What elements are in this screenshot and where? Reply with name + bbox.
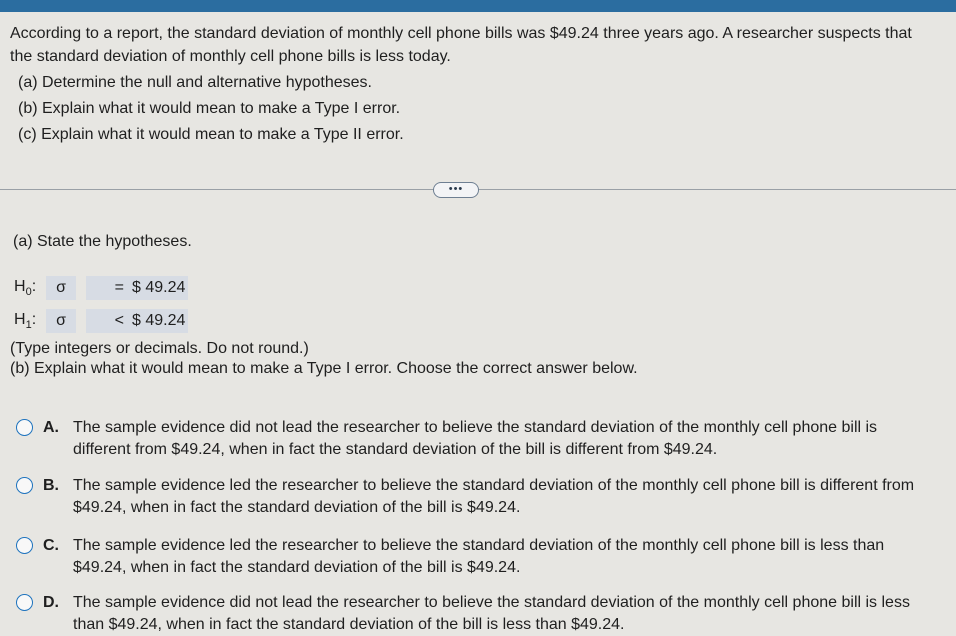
h0-relation-select[interactable]: = [86, 276, 128, 300]
answer-option-d[interactable] [16, 592, 926, 636]
input-instruction: (Type integers or decimals. Do not round.) [10, 340, 309, 357]
part-a-prompt: (a) State the hypotheses. [13, 233, 192, 250]
option-text: The sample evidence did not lead the researcher to believe the standard deviation of the monthly cell phone bill is different from $49.24, when in fact the standard deviation of the bill is different from $49.24. [73, 419, 878, 458]
answer-option-b[interactable] [16, 475, 926, 519]
option-text: The sample evidence led the researcher to believe the standard deviation of the monthly cell phone bill is different from $49.24, when in fact the standard deviation of the bill is $49.24. [73, 477, 915, 516]
null-hypothesis-row [14, 276, 188, 300]
more-button[interactable]: ••• [433, 182, 479, 198]
question-part-a: (a) Determine the null and alternative hypotheses. [18, 74, 372, 91]
h1-label: $H_1$: [14, 310, 37, 332]
h1-parameter-select[interactable]: σ [46, 309, 76, 333]
question-part-b: (b) Explain what it would mean to make a Type I error. [18, 100, 401, 117]
radio-button[interactable] [16, 419, 33, 436]
option-text: The sample evidence did not lead the researcher to believe the standard deviation of the monthly cell phone bill is less than $49.24, when in fact the standard deviation of the bill is less than $49.24. [73, 594, 910, 633]
radio-button[interactable] [16, 537, 33, 554]
answer-option-a[interactable] [16, 417, 926, 461]
answer-option-c[interactable] [16, 535, 926, 579]
question-text [10, 22, 930, 146]
option-letter: D. [43, 594, 59, 611]
radio-button[interactable] [16, 477, 33, 494]
part-b-prompt: (b) Explain what it would mean to make a Type I error. Choose the correct answer below. [10, 360, 638, 377]
option-letter: C. [43, 537, 59, 554]
radio-button[interactable] [16, 594, 33, 611]
h1-relation-select[interactable]: < [86, 309, 128, 333]
h0-label: $H_0$: [14, 277, 37, 299]
question-part-c: (c) Explain what it would mean to make a Type II error. [18, 126, 404, 143]
h0-parameter-select[interactable]: σ [46, 276, 76, 300]
question-intro: According to a report, the standard deviation of monthly cell phone bills was $49.24 three years ago. A researcher suspects that the standard deviation of monthly cell phone bills is less today. [10, 25, 912, 65]
top-bar [0, 0, 956, 12]
h1-value-input[interactable]: $ 49.24 [128, 309, 188, 333]
option-letter: B. [43, 477, 59, 494]
option-text: The sample evidence led the researcher to believe the standard deviation of the monthly cell phone bill is less than $49.24, when in fact the standard deviation of the bill is $49.24. [73, 537, 885, 576]
h0-value-input[interactable]: $ 49.24 [128, 276, 188, 300]
option-letter: A. [43, 419, 59, 436]
alternative-hypothesis-row [14, 309, 188, 333]
